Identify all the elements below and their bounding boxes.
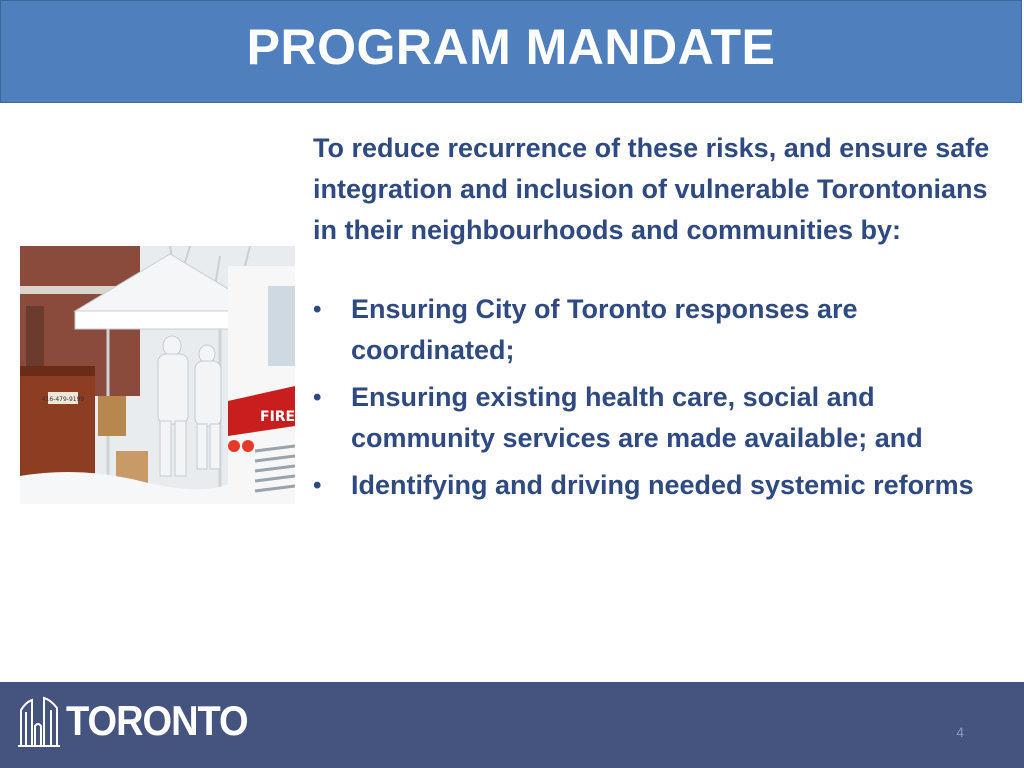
page-number: 4 [956,724,964,740]
bullet-item [313,377,1003,459]
scene-photo [20,246,295,504]
bin-label: 416-479-9199 [41,396,85,403]
bullet-text: Ensuring existing health care, social and community services are made available; and [351,382,923,453]
logo-wordmark: TORONTO [66,698,248,745]
bullet-icon: • [313,296,322,323]
toronto-logo [18,696,248,748]
title-bar [0,0,1022,103]
slide-body [313,128,1003,512]
city-hall-icon [18,696,60,748]
slide-title: PROGRAM MANDATE [246,18,776,75]
truck-label: FIRE [260,409,295,425]
bullet-item [313,465,1003,506]
bullet-icon: • [313,472,322,499]
footer-bar [0,682,1024,768]
intro-paragraph: To reduce recurrence of these risks, and ensure safe integration and inclusion of vulnerable Torontonians in their neighbourhoods and communities by: [313,133,990,245]
bullet-text: Identifying and driving needed systemic reforms [351,470,974,500]
photo-illustration [20,246,295,504]
bullet-list [313,289,1003,506]
bullet-text: Ensuring City of Toronto responses are coordinated; [351,294,858,365]
bullet-icon: • [313,384,322,411]
bullet-item [313,289,1003,371]
